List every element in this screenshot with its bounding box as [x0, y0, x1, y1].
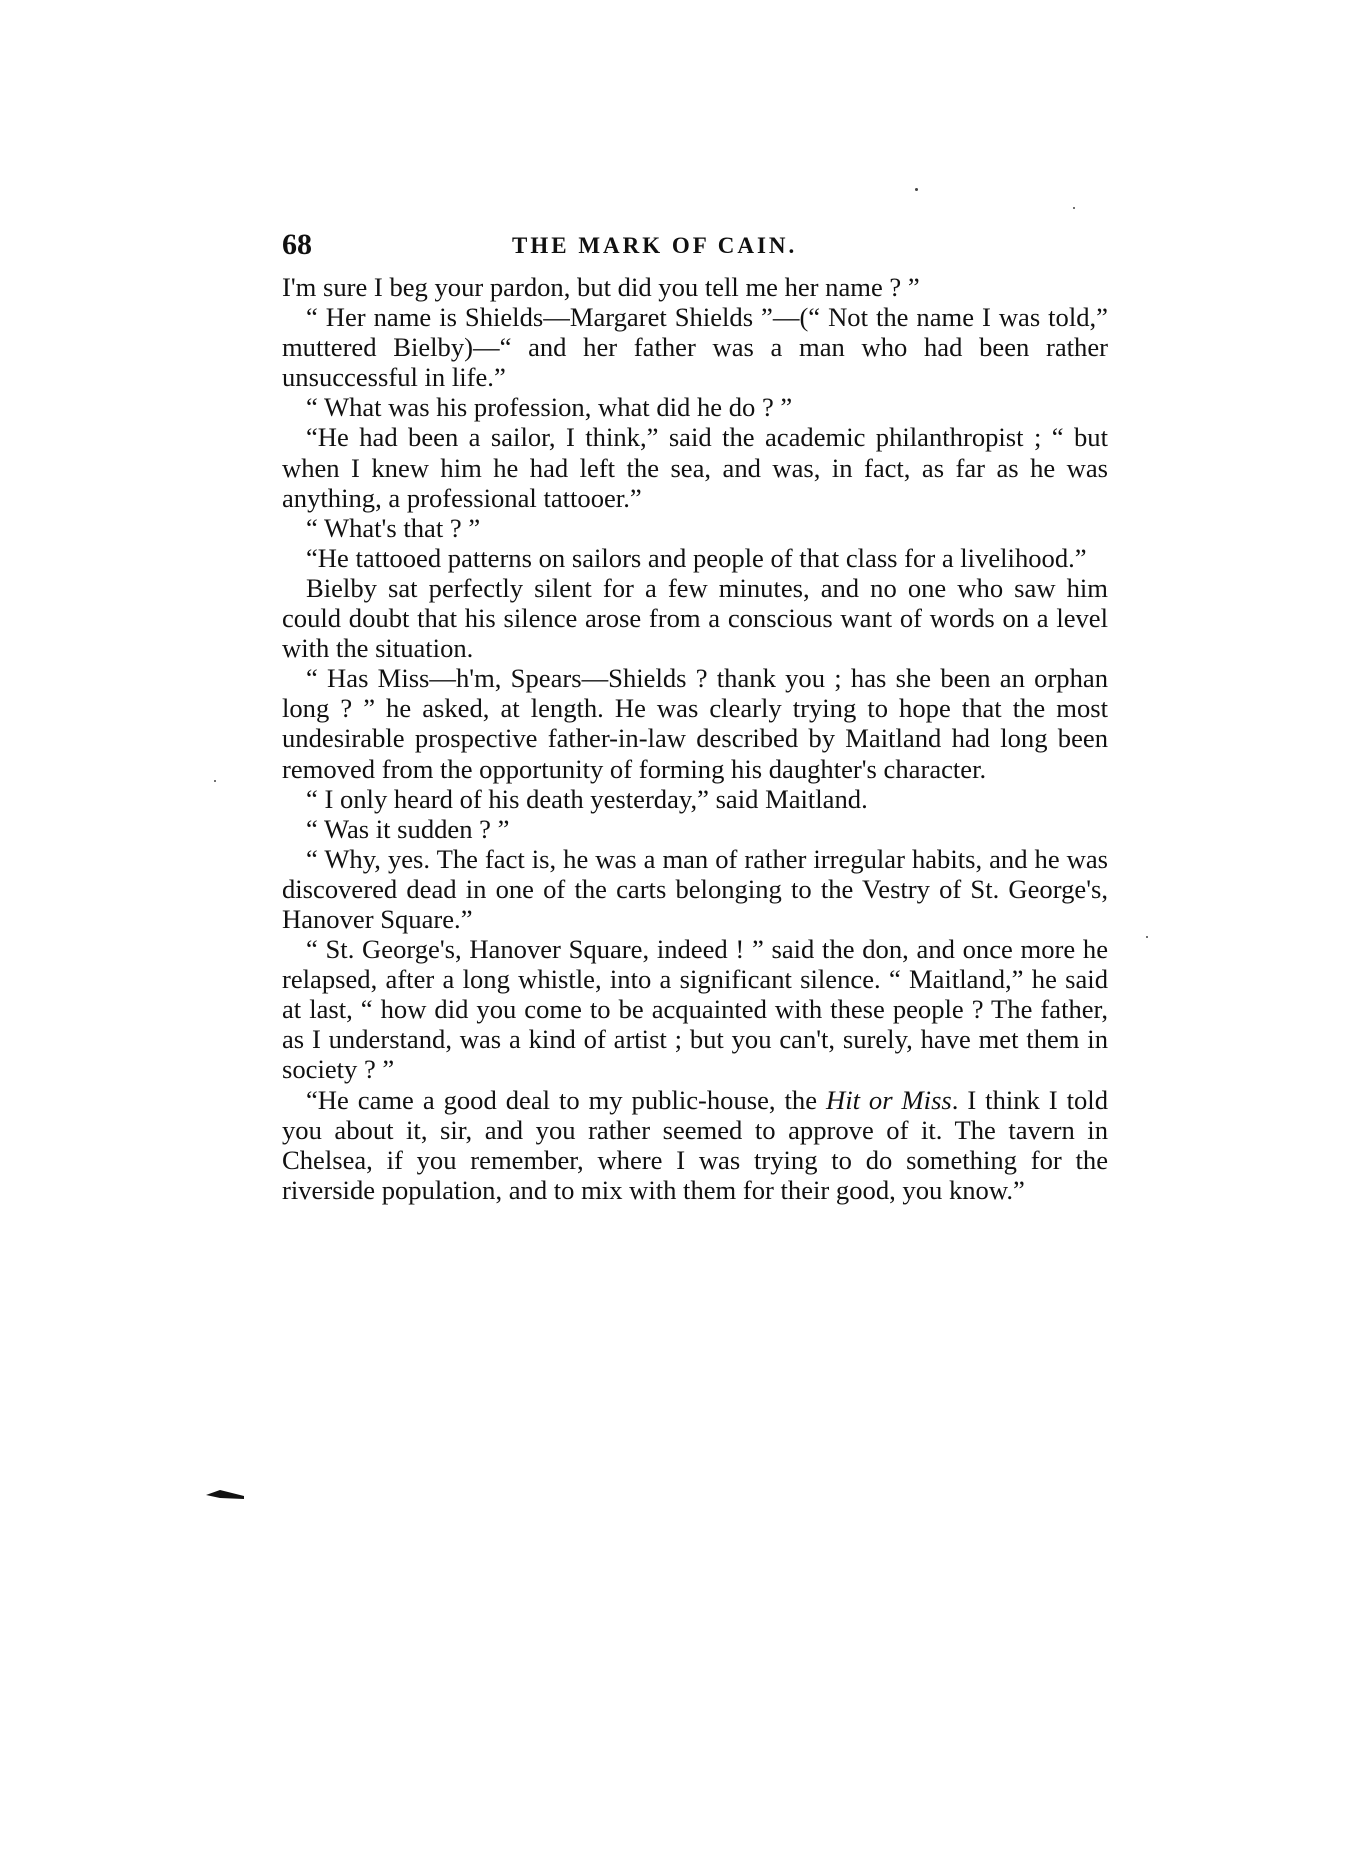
- ink-speck: [214, 780, 216, 782]
- paragraph-text: “He came a good deal to my public-house, the: [306, 1084, 826, 1115]
- paragraph-text: . I think I told you about it, sir, and you rather seemed to approve of it. The tavern in Chelsea, if you remember, where I was trying to do something for the riverside population, and to mix with them for their good, you know.”: [282, 1084, 1108, 1205]
- paragraph: “ Why, yes. The fact is, he was a man of rather irregular habits, and he was discovered dead in one of the carts belonging to the Vestry of St. George's, Hanover Square.”: [282, 843, 1108, 934]
- paragraph: I'm sure I beg your pardon, but did you tell me her name ? ”: [282, 272, 920, 302]
- printer-mark-icon: [206, 1488, 244, 1502]
- last-paragraph: [282, 1085, 1108, 1205]
- paragraph: “ What was his profession, what did he do ? ”: [306, 392, 793, 423]
- ink-speck: [915, 188, 918, 191]
- page-header: [282, 228, 1092, 268]
- ink-speck: [1073, 207, 1075, 209]
- paragraph: “ Has Miss—h'm, Spears—Shields ? thank you ; has she been an orphan long ? ” he asked, at length. He was clearly trying to hope that the most undesirable prospective father-in-law described by Maitland had long been removed from the opportunity of forming his daughter's character.: [282, 663, 1108, 784]
- paragraph: “ Was it sudden ? ”: [306, 813, 510, 844]
- paragraph: “He had been a sailor, I think,” said the academic philanthropist ; “ but when I knew him he had left the sea, and was, in fact, as far as he was anything, a professional tattooer.”: [282, 422, 1108, 513]
- paragraph: “He tattooed patterns on sailors and people of that class for a livelihood.”: [306, 542, 1087, 573]
- paragraph: “ I only heard of his death yesterday,” said Maitland.: [306, 783, 868, 814]
- ink-speck: [1146, 936, 1148, 938]
- tavern-name: Hit or Miss: [825, 1084, 952, 1115]
- paragraph: “ Her name is Shields—Margaret Shields ”—(“ Not the name I was told,” muttered Bielby)—“ and her father was a man who had been rather unsuccessful in life.”: [282, 302, 1108, 393]
- paragraph: Bielby sat perfectly silent for a few minutes, and no one who saw him could doubt that his silence arose from a conscious want of words on a level with the situation.: [282, 572, 1108, 664]
- body-text: [282, 272, 1108, 1205]
- paragraph: “ St. George's, Hanover Square, indeed ! ” said the don, and once more he relapsed, after a long whistle, into a significant silence. “ Maitland,” he said at last, “ how did you come to be acquainted with these people ? The father, as I understand, was a kind of artist ; but you can't, surely, have met them in society ? ”: [282, 934, 1108, 1085]
- page-number: 68: [282, 228, 312, 261]
- running-title: THE MARK OF CAIN.: [512, 233, 798, 258]
- paragraph: “ What's that ? ”: [306, 512, 481, 543]
